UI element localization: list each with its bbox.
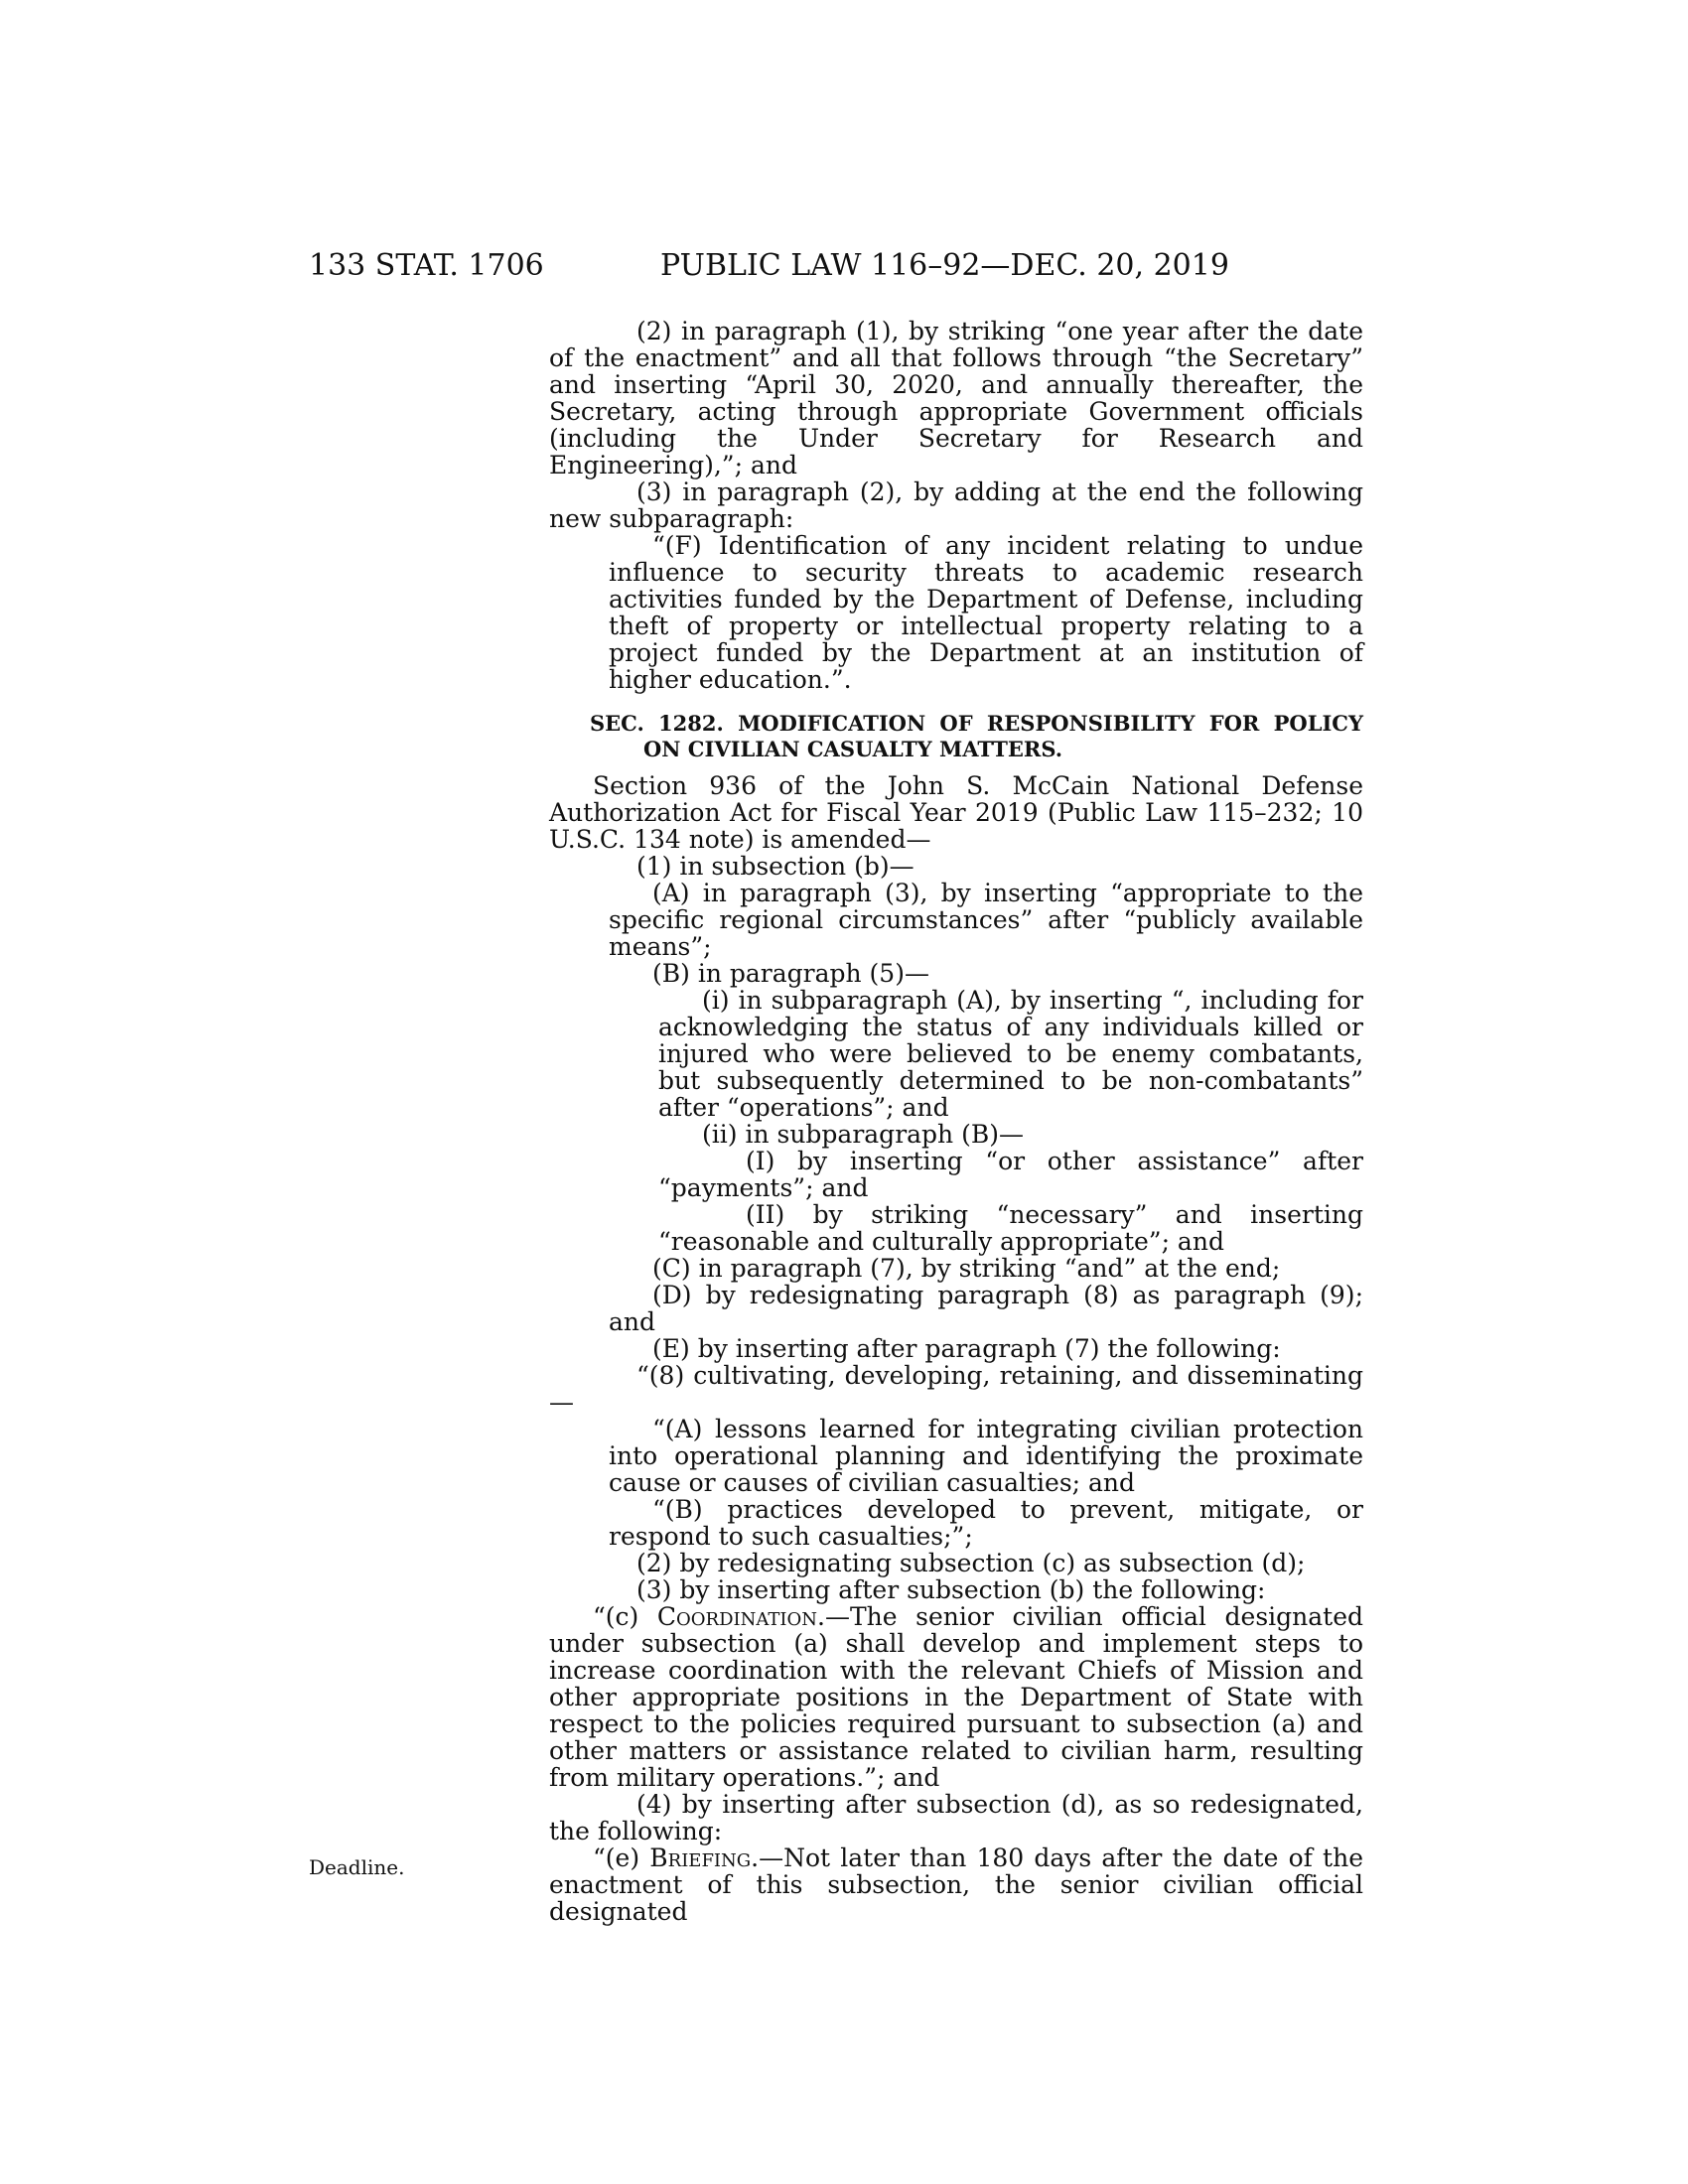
- paragraph: (3) by inserting after subsection (b) the following:: [636, 1575, 1266, 1604]
- paragraph: Section 936 of the John S. McCain National Defense Authorization Act for Fiscal Year 2019 (Public Law 115–232; 10 U.S.C. 134 note) is amended—: [549, 771, 1363, 854]
- section-number: SEC. 1282.: [590, 711, 724, 736]
- public-law-title: PUBLIC LAW 116–92—DEC. 20, 2019: [660, 248, 1229, 283]
- page-header: [0, 246, 1688, 286]
- text-column: [549, 318, 1363, 1925]
- paragraph: (i) in subparagraph (A), by inserting “, including for acknowledging the status of any individuals killed or injured who were believed to be enemy combatants, but subsequently determined to be non-combatants” after “operations”; and: [658, 986, 1363, 1122]
- paragraph: (C) in paragraph (7), by striking “and” at the end;: [652, 1254, 1281, 1283]
- paragraph-body: .—Not later than 180 days after the date of the enactment of this subsection, the senior civilian official designated: [549, 1843, 1363, 1926]
- paragraph: “(8) cultivating, developing, retaining, and disseminating—: [549, 1361, 1363, 1417]
- paragraph: (A) in paragraph (3), by inserting “appropriate to the specific regional circumstances” after “publicly available means”;: [609, 879, 1363, 961]
- paragraph-prefix: “(e): [593, 1843, 650, 1872]
- section-title: MODIFICATION OF RESPONSIBILITY FOR POLICY ON CIVILIAN CASUALTY MATTERS.: [643, 711, 1363, 761]
- paragraph: “(A) lessons learned for integrating civilian protection into operational planning and identifying the proximate cause or causes of civilian casualties; and: [609, 1415, 1363, 1497]
- paragraph-body: .—The senior civilian official designated under subsection (a) shall develop and implement steps to increase coordination with the relevant Chiefs of Mission and other appropriate positions in the Department of State with respect to the policies required pursuant to subsection (a) and other matters or assistance related to civilian harm, resulting from military operations.”; and: [549, 1602, 1363, 1792]
- paragraph: (E) by inserting after paragraph (7) the following:: [652, 1334, 1281, 1363]
- paragraph-briefing: [549, 1844, 1363, 1925]
- paragraph: (2) in paragraph (1), by striking “one year after the date of the enactment” and all that follows through “the Secretary” and inserting “April 30, 2020, and annually thereafter, the Secretary, acting through appropriate Government officials (including the Under Secretary for Research and Engineering),”; and: [549, 317, 1363, 479]
- paragraph: (4) by inserting after subsection (d), as so redesignated, the following:: [549, 1790, 1363, 1845]
- paragraph: (II) by striking “necessary” and inserting “reasonable and culturally appropriate”; and: [658, 1200, 1363, 1256]
- paragraph: (D) by redesignating paragraph (8) as paragraph (9); and: [609, 1281, 1363, 1336]
- paragraph: (B) in paragraph (5)—: [652, 959, 929, 988]
- coordination-heading: Coordination: [656, 1602, 818, 1631]
- stat-page-number: 133 STAT. 1706: [309, 248, 544, 283]
- paragraph-prefix: “(c): [593, 1602, 657, 1631]
- paragraph: (I) by inserting “or other assistance” after “payments”; and: [658, 1147, 1363, 1202]
- paragraph: (ii) in subparagraph (B)—: [702, 1120, 1024, 1149]
- paragraph: (3) in paragraph (2), by adding at the end the following new subparagraph:: [549, 478, 1363, 533]
- paragraph: “(F) Identification of any incident relating to undue influence to security threats to academic research activities funded by the Department of Defense, including theft of property or intellectual property relating to a project funded by the Department at an institution of higher education.”.: [609, 531, 1363, 694]
- paragraph: “(B) practices developed to prevent, mitigate, or respond to such casualties;”;: [609, 1495, 1363, 1551]
- paragraph: (2) by redesignating subsection (c) as subsection (d);: [636, 1549, 1306, 1577]
- paragraph: (1) in subsection (b)—: [636, 852, 914, 881]
- margin-note-deadline: Deadline.: [309, 1855, 405, 1879]
- section-heading: [549, 711, 1363, 762]
- paragraph-coordination: [549, 1603, 1363, 1791]
- briefing-heading: Briefing: [649, 1843, 752, 1872]
